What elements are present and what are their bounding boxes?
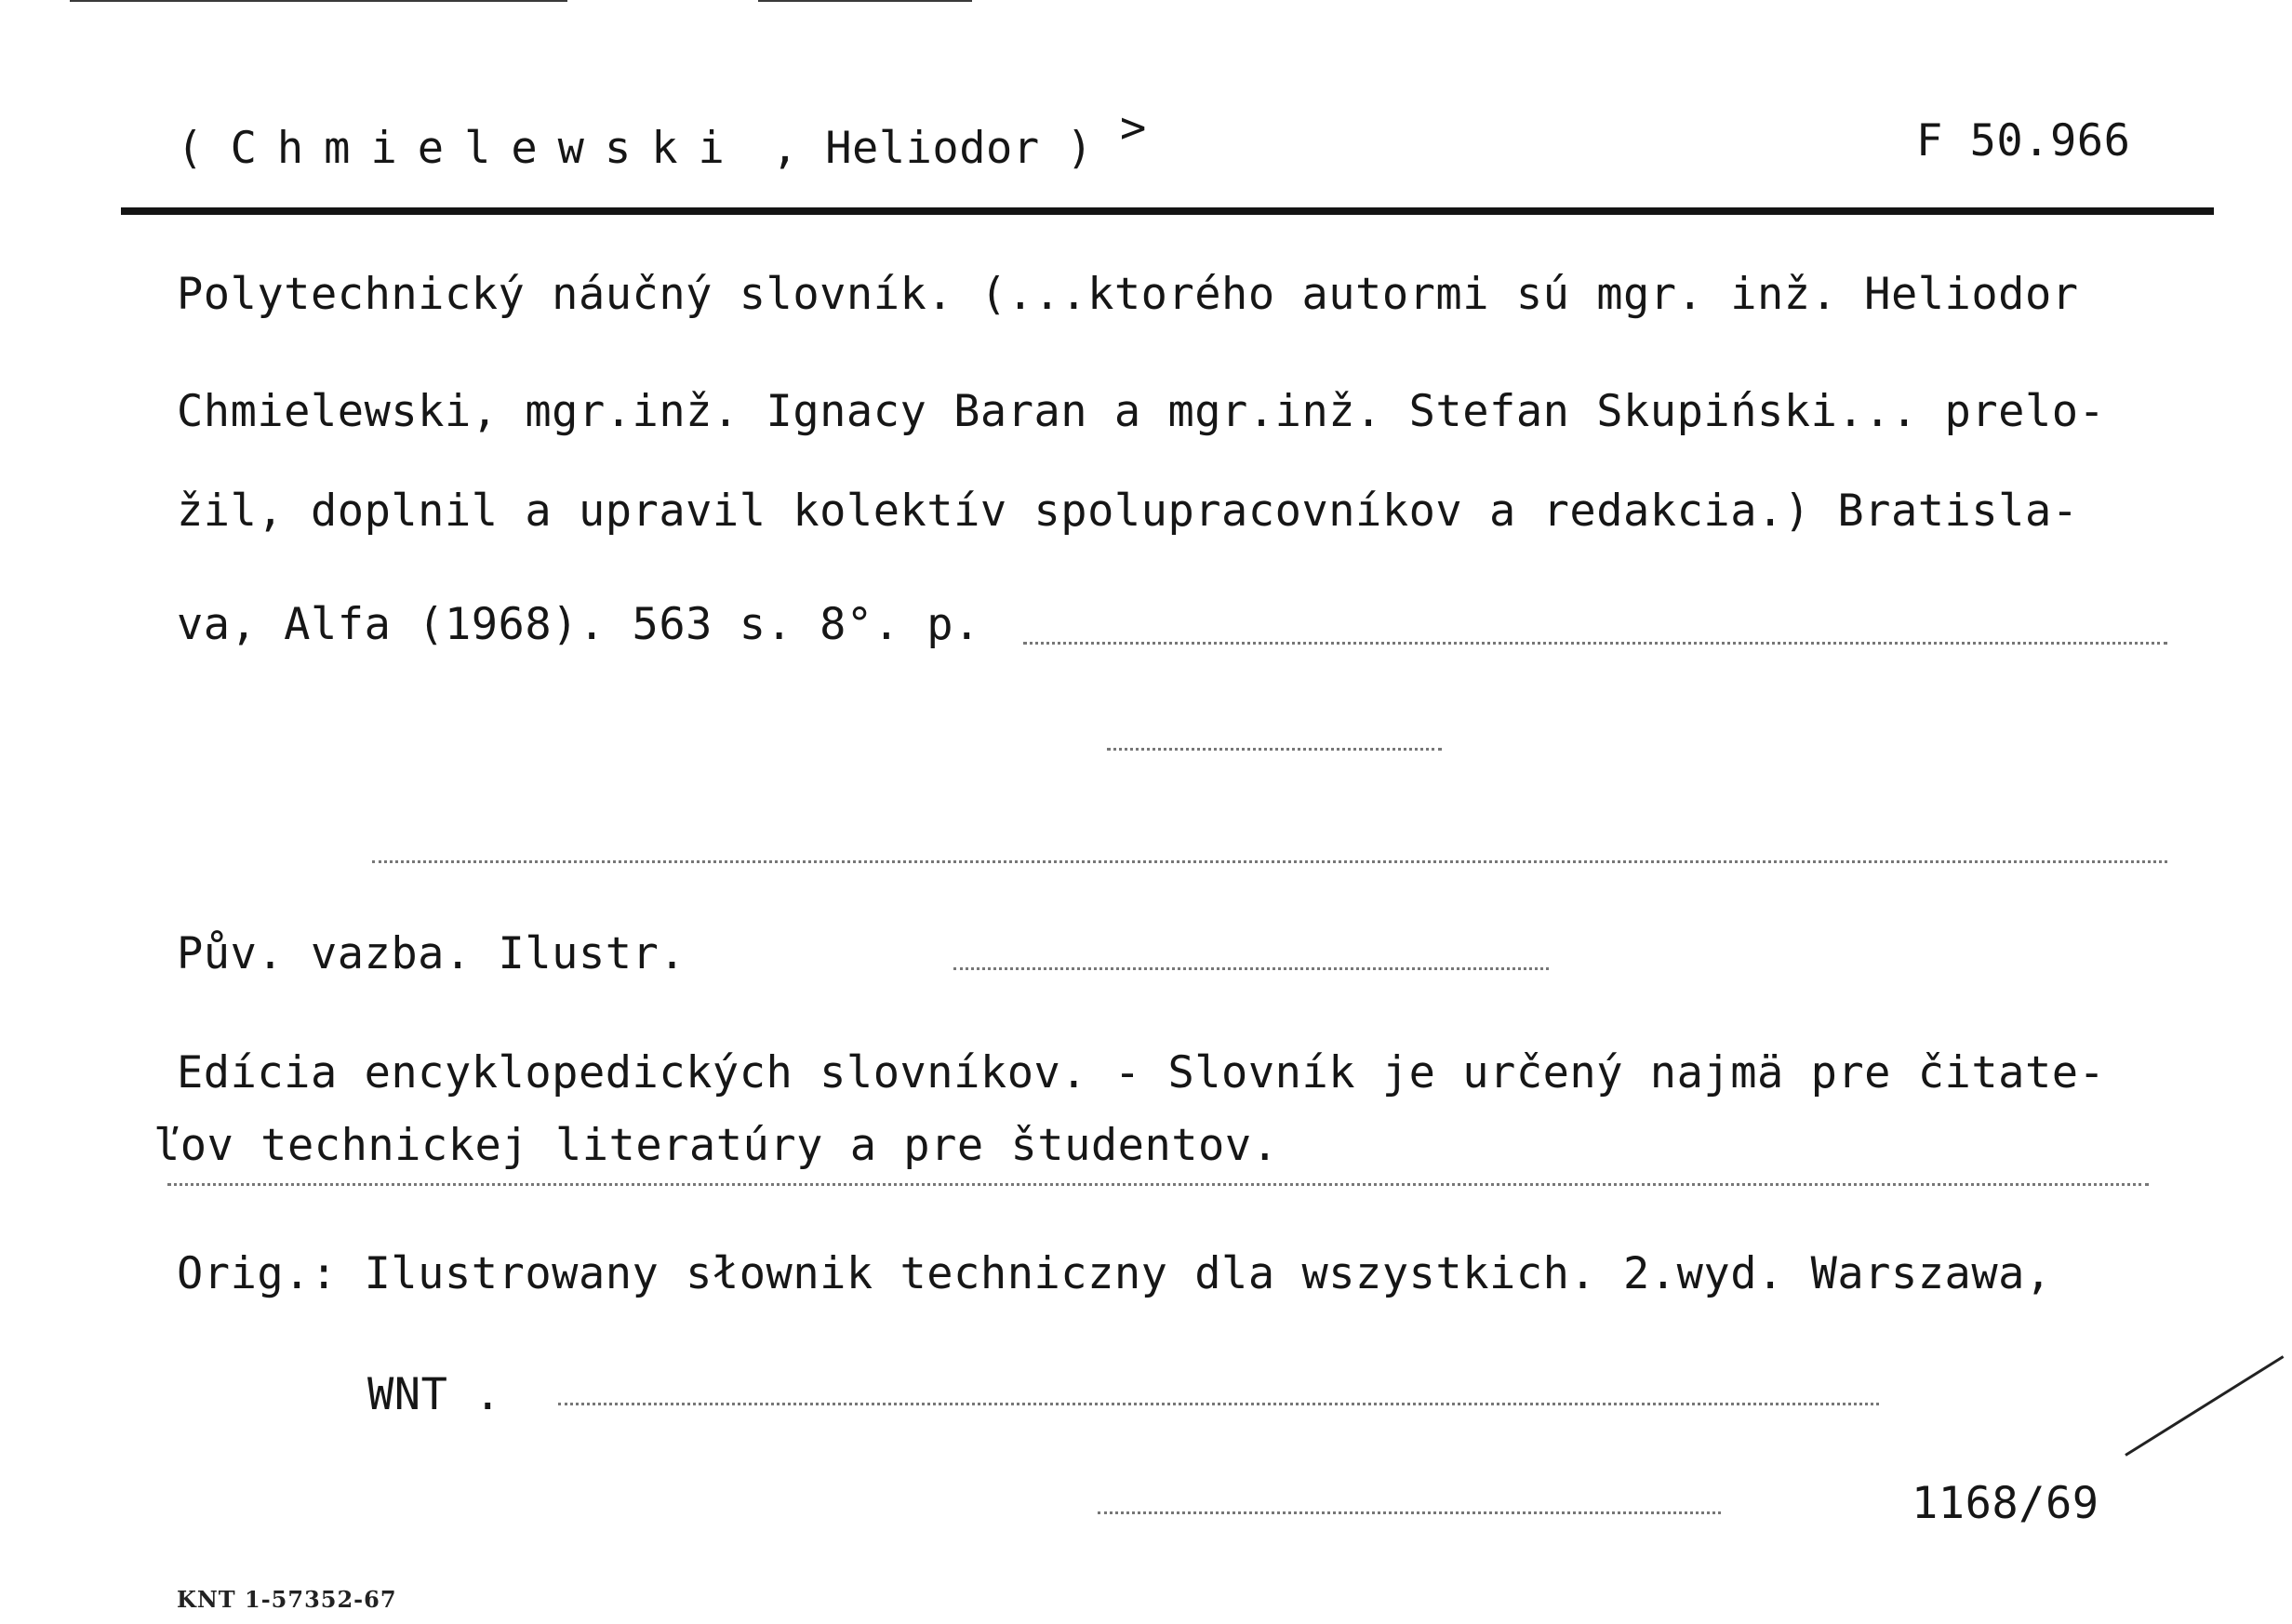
heading-mark: > bbox=[1120, 102, 1147, 153]
dotted-filler bbox=[1107, 748, 1442, 751]
dotted-filler bbox=[372, 860, 2167, 863]
dotted-filler bbox=[953, 967, 1549, 970]
body-line: žil, doplnil a upravil kolektív spolupracovníkov a redakcia.) Bratisla- bbox=[177, 486, 2079, 537]
shelf-signature: F 50.966 bbox=[1916, 115, 2131, 166]
series-note-line: ľov technickej literatúry a pre študentov. bbox=[153, 1120, 1279, 1171]
original-title-line: Orig.: Ilustrowany słownik techniczny dla wszystkich. 2.wyd. Warszawa, bbox=[177, 1248, 2052, 1299]
card-top-edge bbox=[214, 0, 567, 2]
card-top-edge bbox=[70, 0, 223, 2]
heading-close-paren: ) bbox=[1066, 123, 1094, 174]
dotted-filler bbox=[1098, 1511, 1721, 1514]
dotted-filler bbox=[1023, 642, 2167, 645]
dotted-filler bbox=[558, 1403, 1879, 1405]
dotted-filler bbox=[167, 1183, 2149, 1186]
body-line: Chmielewski, mgr.inž. Ignacy Baran a mgr.inž. Stefan Skupiński... prelo- bbox=[177, 386, 2106, 437]
card-heading bbox=[177, 102, 1147, 174]
print-code: KNT 1-57352-67 bbox=[177, 1586, 397, 1613]
heading-author-surname: Chmielewski bbox=[230, 123, 745, 174]
card-top-edge bbox=[758, 0, 972, 2]
body-line: va, Alfa (1968). 563 s. 8°. p. bbox=[177, 599, 980, 650]
original-publisher-line: WNT . bbox=[367, 1369, 501, 1420]
heading-rule bbox=[121, 207, 2214, 215]
heading-author-given-name: Heliodor bbox=[825, 123, 1040, 174]
pen-signature-stroke bbox=[2125, 1355, 2284, 1457]
binding-note: Pův. vazba. Ilustr. bbox=[177, 928, 686, 979]
accession-number: 1168/69 bbox=[1912, 1478, 2099, 1529]
heading-open-paren: ( bbox=[177, 123, 204, 174]
heading-comma: , bbox=[771, 123, 799, 174]
series-note-line: Edícia encyklopedických slovníkov. - Slovník je určený najmä pre čitate- bbox=[177, 1047, 2106, 1098]
body-line: Polytechnický náučný slovník. (...ktorého autormi sú mgr. inž. Heliodor bbox=[177, 269, 2079, 320]
